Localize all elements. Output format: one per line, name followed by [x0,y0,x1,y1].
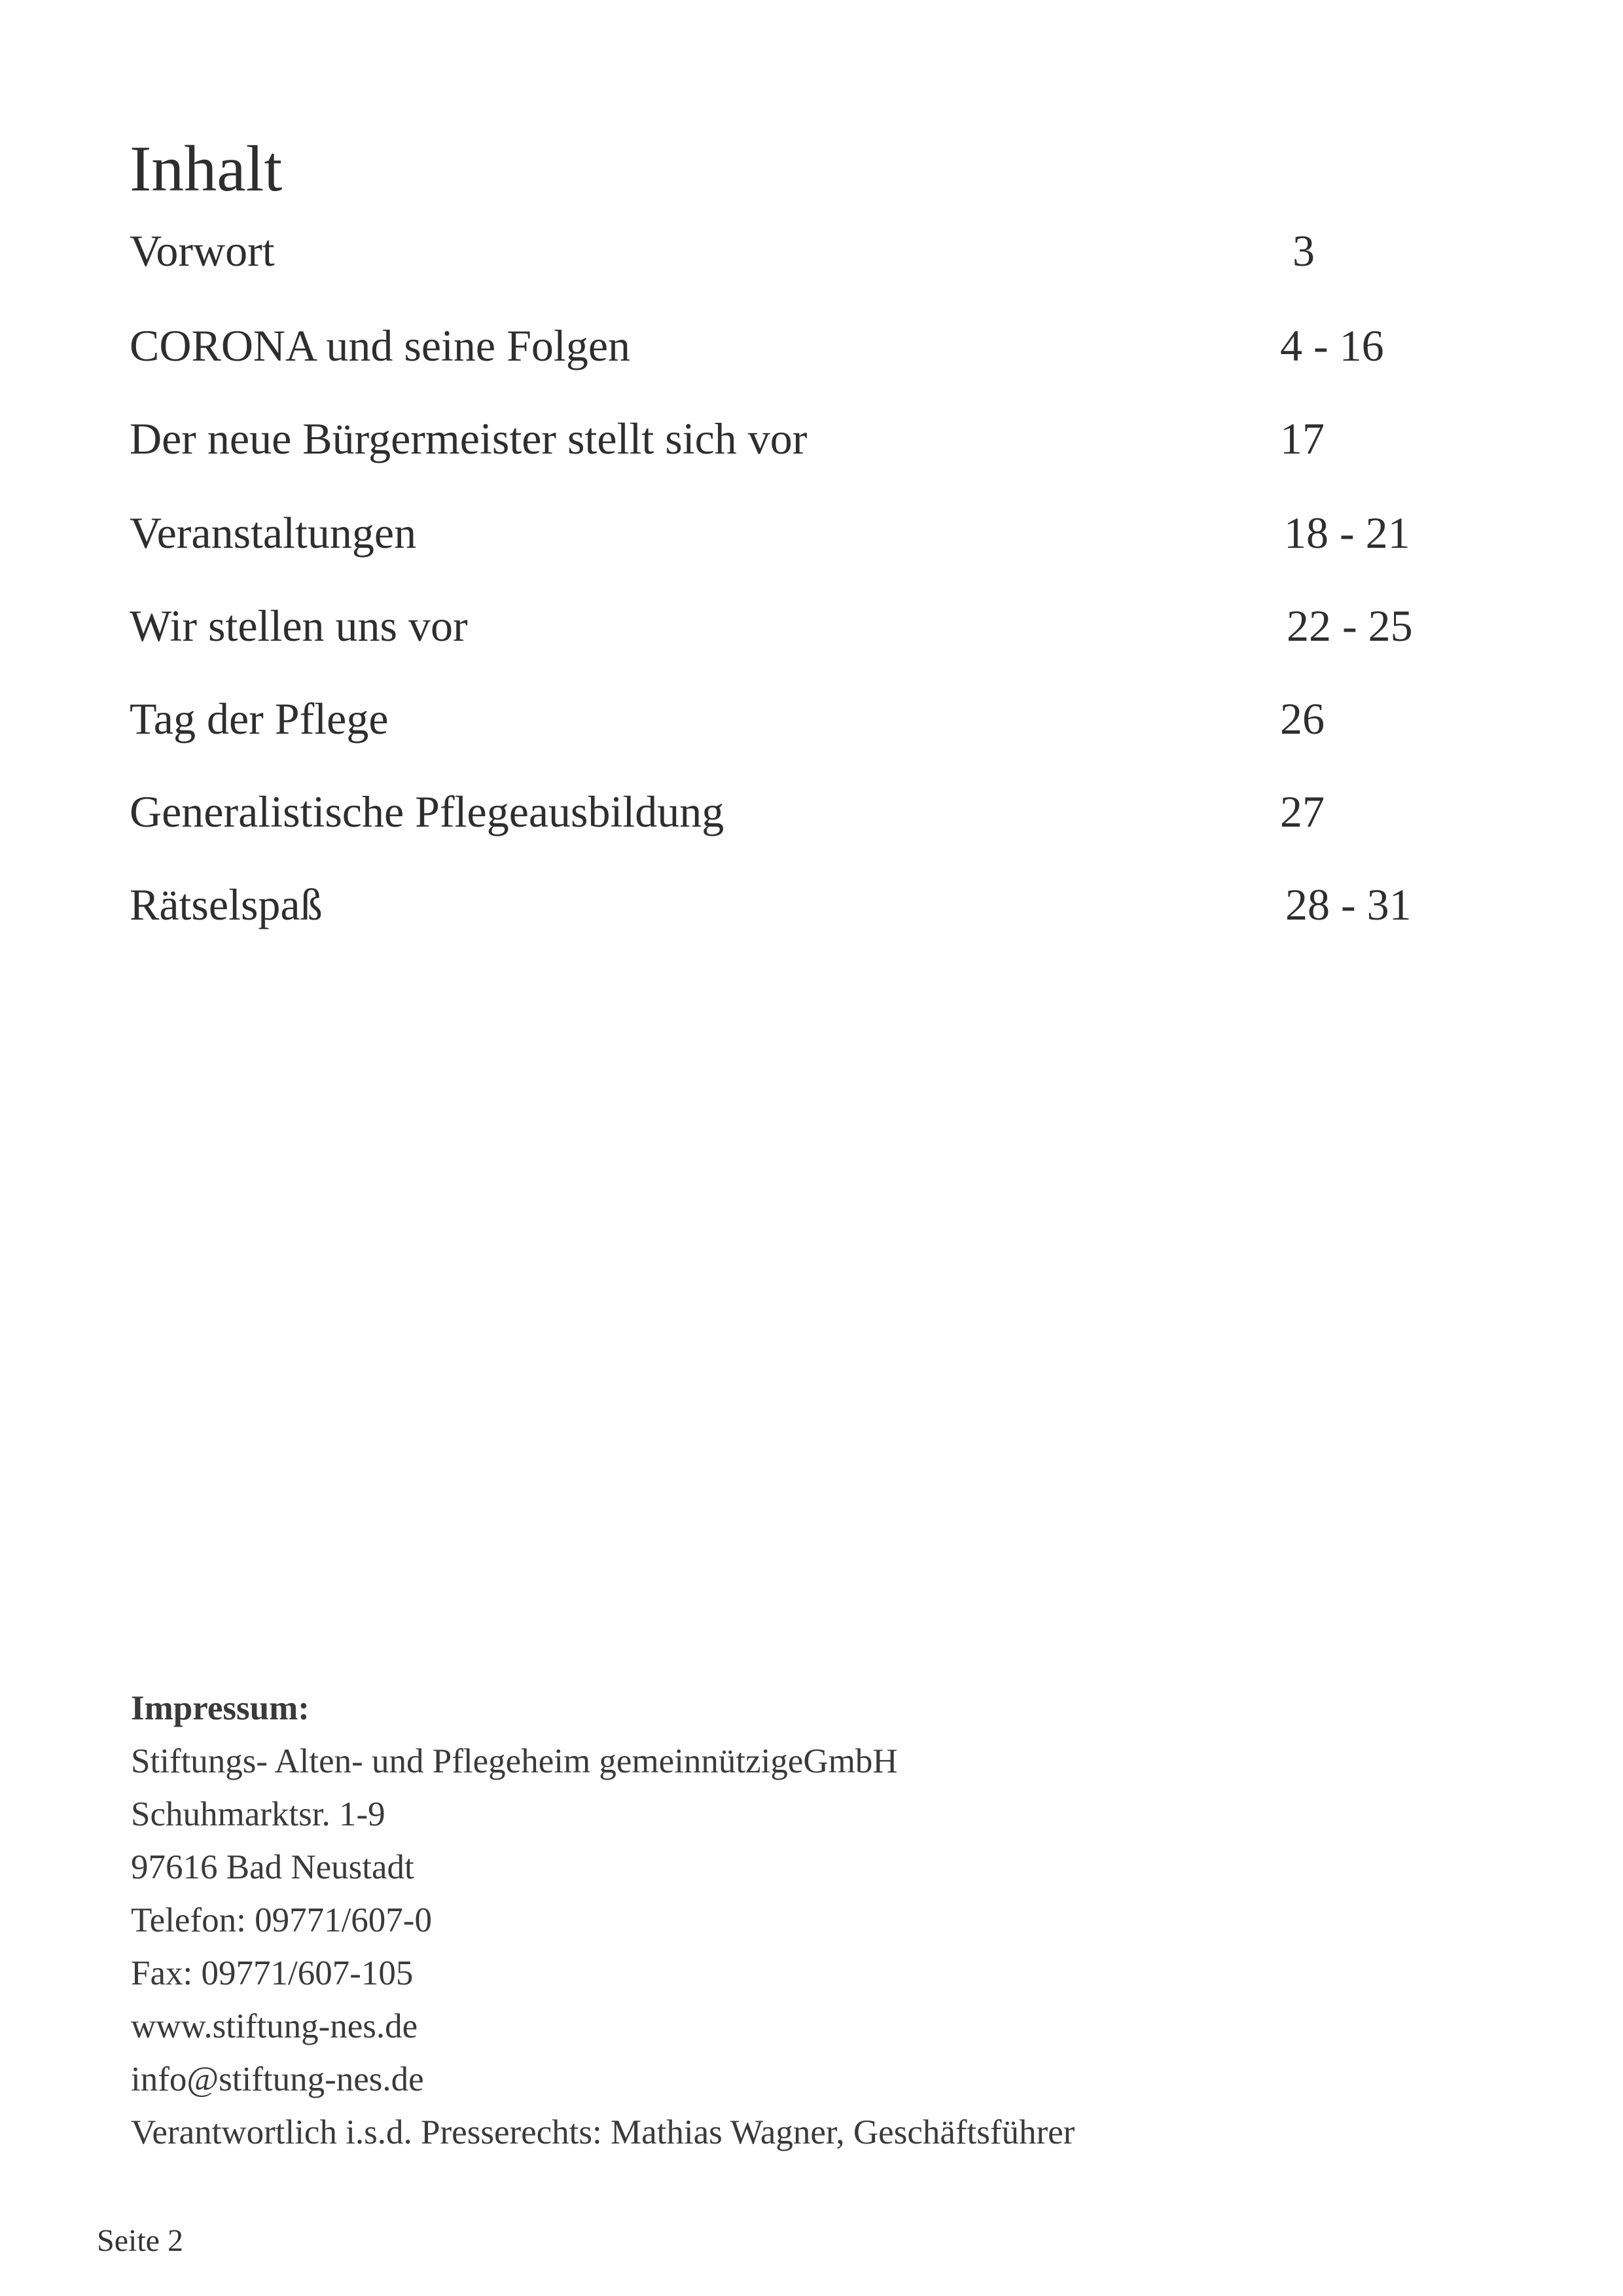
toc-entry-label: Veranstaltungen [130,508,417,558]
impressum-phone: Telefon: 09771/607-0 [131,1901,432,1939]
impressum-heading: Impressum: [131,1689,310,1727]
toc-entry-pages: 4 - 16 [1280,321,1384,370]
toc-entry-label: Rätselspaß [130,880,323,929]
toc-entry-label: Wir stellen uns vor [130,601,468,651]
toc-entry-pages: 28 - 31 [1285,880,1412,929]
toc-entry-pages: 18 - 21 [1284,508,1410,558]
toc-entry-label: Vorwort [130,226,275,276]
impressum-email-link[interactable]: info@stiftung-nes.de [131,2060,424,2098]
toc-entry-pages: 3 [1293,226,1315,276]
impressum-street: Schuhmarktsr. 1-9 [131,1795,385,1833]
impressum-fax: Fax: 09771/607-105 [131,1954,414,1992]
impressum-website-link[interactable]: www.stiftung-nes.de [131,2007,418,2045]
toc-entry-pages: 27 [1280,787,1325,836]
toc-entry-label: Der neue Bürgermeister stellt sich vor [130,414,808,463]
toc-entry-pages: 17 [1280,414,1325,463]
impressum-city: 97616 Bad Neustadt [131,1848,414,1886]
impressum-company: Stiftungs- Alten- und Pflegeheim gemeinnützigeGmbH [131,1742,898,1780]
impressum-responsible: Verantwortlich i.s.d. Presserechts: Mathias Wagner, Geschäftsführer [131,2113,1075,2151]
toc-entry-pages: 26 [1280,694,1325,744]
toc-entry-pages: 22 - 25 [1287,601,1413,651]
page-number: Seite 2 [97,2223,183,2258]
toc-entry-label: CORONA und seine Folgen [130,321,630,370]
page-title: Inhalt [130,132,283,205]
toc-entry-label: Generalistische Pflegeausbildung [130,787,724,836]
toc-entry-label: Tag der Pflege [130,694,389,744]
